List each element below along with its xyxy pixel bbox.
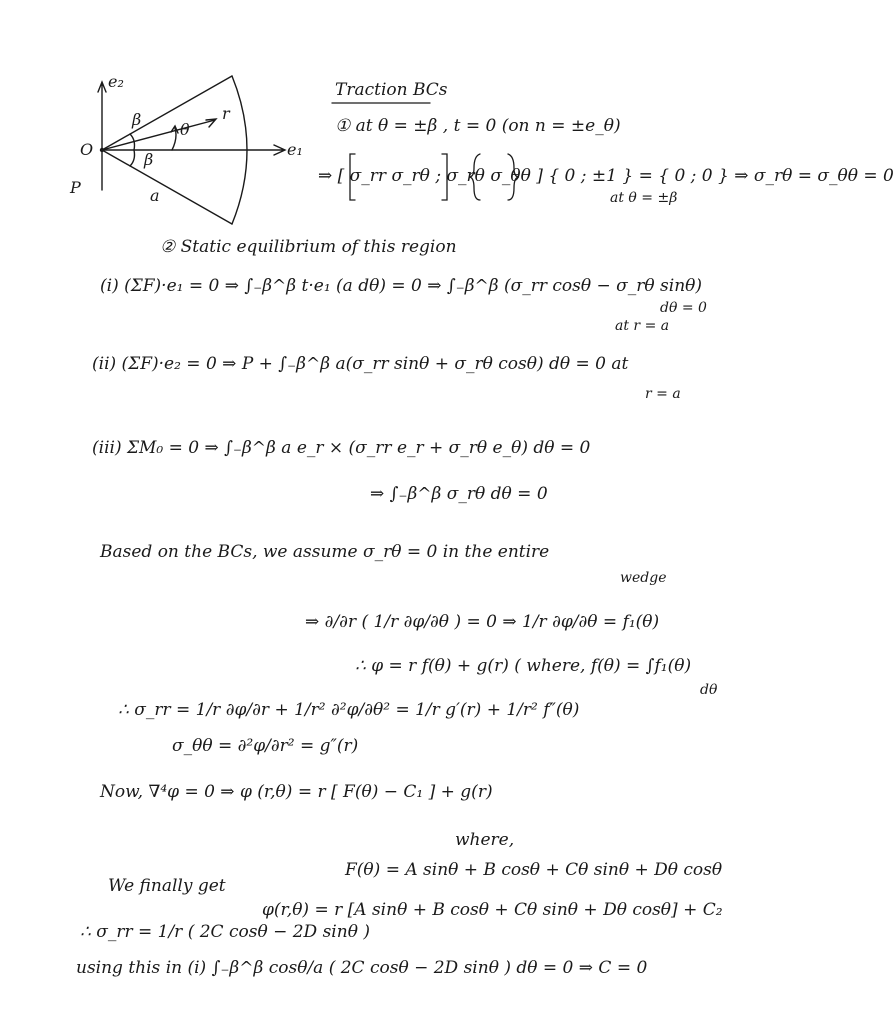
wedge-lower-edge xyxy=(102,150,232,224)
origin-point xyxy=(100,148,104,152)
equilibrium-heading: ② Static equilibrium of this region xyxy=(160,237,457,257)
origin-label: O xyxy=(80,140,94,159)
finally-get-line: We finally get xyxy=(108,876,226,896)
e2-label: e₂ xyxy=(108,72,124,91)
bc-condition-line: ① at θ = ±β , t = 0 (on n = ±e_θ) xyxy=(335,116,621,136)
equilibrium-iii-result: ⇒ ∫₋β^β σ_rθ dθ = 0 xyxy=(370,484,548,504)
derivative-condition: ⇒ ∂/∂r ( 1/r ∂φ/∂θ ) = 0 ⇒ 1/r ∂φ/∂θ = f₁(θ) xyxy=(305,612,660,632)
theta-arc xyxy=(171,126,178,150)
radius-label: a xyxy=(150,186,160,205)
e1-axis-arrow xyxy=(102,145,285,155)
r-label: r xyxy=(222,104,230,123)
using-in-i-line: using this in (i) ∫₋β^β cosθ/a ( 2C cosθ − 2D sinθ ) dθ = 0 ⇒ C = 0 xyxy=(76,958,648,978)
phi-form: ∴ φ = r f(θ) + g(r) ( where, f(θ) = ∫f₁(θ) xyxy=(355,656,692,676)
beta-lower-arc xyxy=(130,150,135,166)
e2-axis-arrow xyxy=(98,82,106,150)
sigma-rr-expression: ∴ σ_rr = 1/r ∂φ/∂r + 1/r² ∂²φ/∂θ² = 1/r g′(r) + 1/r² f″(θ) xyxy=(118,700,580,720)
r-radial-line xyxy=(102,119,216,150)
beta-top-label: β xyxy=(132,110,142,129)
equilibrium-ii-equation: (ii) (ΣF)·e₂ = 0 ⇒ P + ∫₋β^β a(σ_rr sinθ + σ_rθ cosθ) dθ = 0 at xyxy=(92,354,629,374)
bc-matrix-equation: ⇒ [ σ_rr σ_rθ ; σ_rθ σ_θθ ] { 0 ; ±1 } = { 0 ; 0 } ⇒ σ_rθ = σ_θθ = 0 xyxy=(318,166,894,186)
theta-label: θ xyxy=(180,120,190,139)
equilibrium-i-equation: (i) (ΣF)·e₁ = 0 ⇒ ∫₋β^β t·e₁ (a dθ) = 0 ⇒ ∫₋β^β (σ_rr cosθ − σ_rθ sinθ) xyxy=(100,276,703,296)
traction-bcs-heading: Traction BCs xyxy=(335,80,448,100)
assumption-line: Based on the BCs, we assume σ_rθ = 0 in the entire xyxy=(100,542,550,562)
where-word: where, xyxy=(455,830,515,850)
bc-at-theta-note: at θ = ±β xyxy=(610,190,678,206)
phi-final-expression: φ(r,θ) = r [A sinθ + B cosθ + Cθ sinθ + Dθ cosθ] + C₂ xyxy=(262,900,723,920)
e1-label: e₁ xyxy=(287,140,303,159)
equilibrium-iii-equation: (iii) ΣM₀ = 0 ⇒ ∫₋β^β a e_r × (σ_rr e_r + σ_rθ e_θ) dθ = 0 xyxy=(92,438,591,458)
sigma-thetatheta-expression: σ_θθ = ∂²φ/∂r² = g″(r) xyxy=(172,736,359,756)
equilibrium-ii-at-r: r = a xyxy=(645,386,681,402)
biharmonic-line: Now, ∇⁴φ = 0 ⇒ φ (r,θ) = r [ F(θ) − C₁ ] + g(r) xyxy=(100,782,493,802)
load-label: P xyxy=(70,178,81,197)
beta-bottom-label: β xyxy=(144,150,154,169)
equilibrium-i-at-r: at r = a xyxy=(615,318,670,334)
f-theta-definition: F(θ) = A sinθ + B cosθ + Cθ sinθ + Dθ cosθ xyxy=(345,860,723,880)
assumption-wedge-word: wedge xyxy=(620,570,667,586)
phi-form-dtheta: dθ xyxy=(700,682,718,698)
equilibrium-i-dtheta: dθ = 0 xyxy=(660,300,707,316)
sigma-rr-final: ∴ σ_rr = 1/r ( 2C cosθ − 2D sinθ ) xyxy=(80,922,370,942)
